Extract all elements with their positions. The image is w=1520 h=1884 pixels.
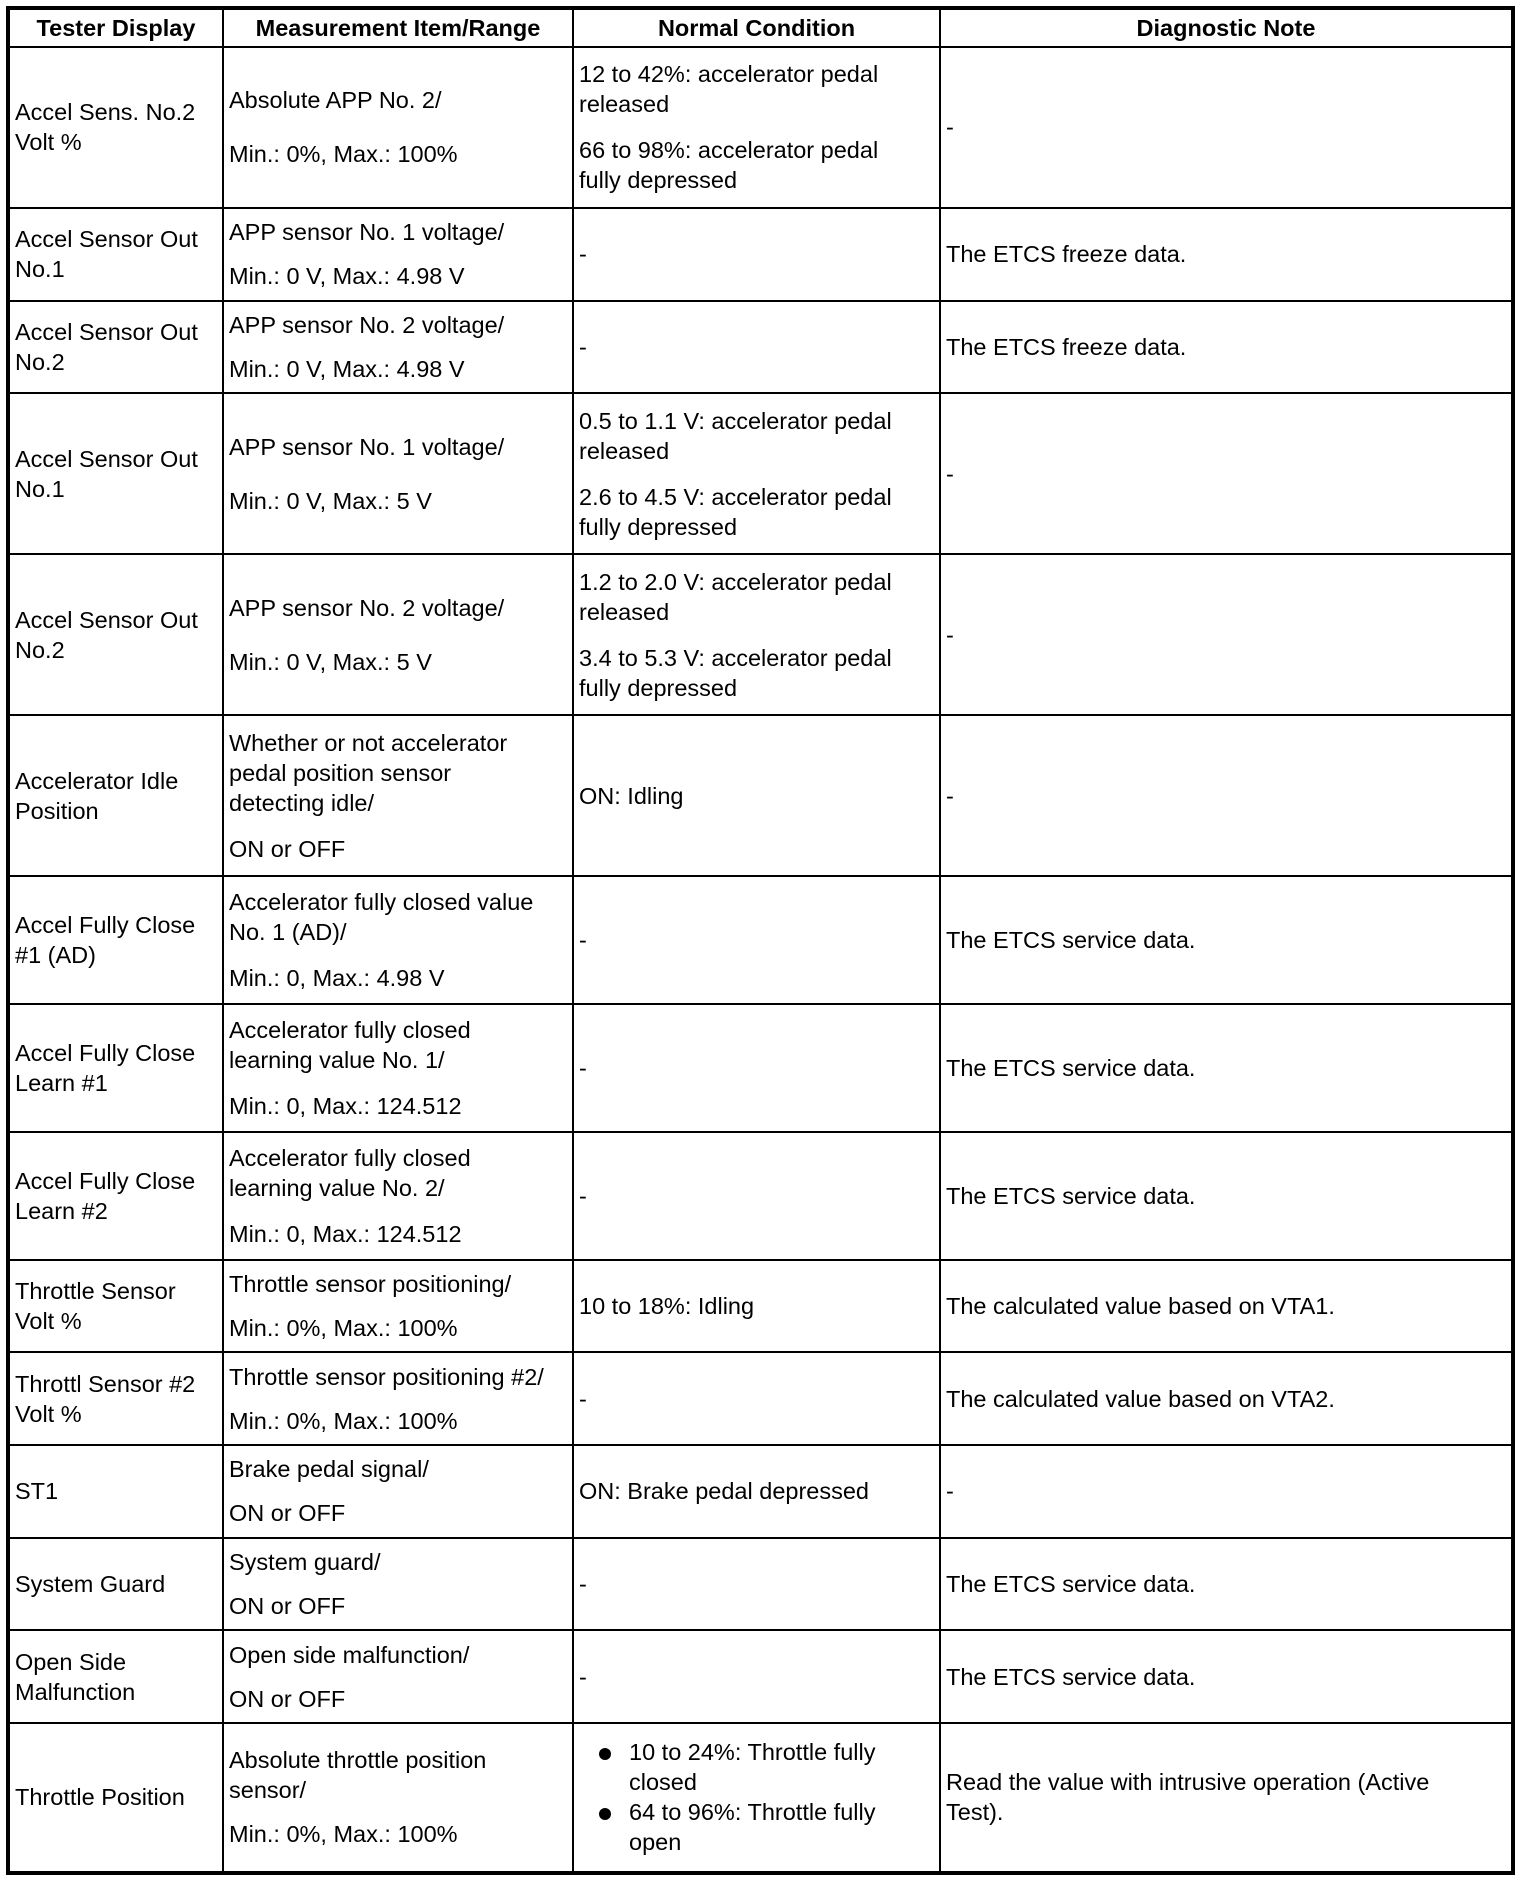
measurement-range-text: ON or OFF bbox=[229, 835, 346, 862]
tester-display-cell bbox=[8, 554, 223, 715]
tester-display-text: Accel Sensor Out No.2 bbox=[15, 606, 198, 663]
diagnostic-note-cell bbox=[940, 876, 1513, 1004]
diagnostic-note-text: The ETCS service data. bbox=[946, 1663, 1196, 1690]
measurement-range-text: Min.: 0, Max.: 4.98 V bbox=[229, 965, 445, 992]
normal-condition-text: - bbox=[579, 333, 587, 360]
tester-display-cell bbox=[8, 1445, 223, 1538]
diagnostic-note-text: The ETCS service data. bbox=[946, 1571, 1196, 1597]
measurement-item-cell bbox=[223, 1352, 573, 1445]
header-row bbox=[8, 8, 1513, 47]
normal-condition-cell bbox=[573, 876, 940, 1004]
measurement-range-text: Min.: 0, Max.: 124.512 bbox=[229, 1220, 462, 1247]
normal-condition-text: - bbox=[579, 1571, 587, 1597]
measurement-item-text: Accelerator fully closed learning value No. 2/ bbox=[229, 1144, 471, 1201]
measurement-range-text: ON or OFF bbox=[229, 1593, 346, 1619]
normal-condition-text: - bbox=[579, 241, 587, 268]
tester-display-text: Accel Sensor Out No.2 bbox=[15, 318, 198, 375]
normal-condition-cell bbox=[573, 1132, 940, 1260]
measurement-item-text: APP sensor No. 2 voltage/ bbox=[229, 594, 505, 621]
measurement-range-text: Min.: 0%, Max.: 100% bbox=[229, 141, 458, 168]
diagnostic-note-cell bbox=[940, 554, 1513, 715]
normal-condition-cell bbox=[573, 1630, 940, 1723]
table-row bbox=[8, 47, 1513, 208]
normal-condition-text: 0.5 to 1.1 V: accelerator pedal released bbox=[579, 407, 892, 464]
measurement-range-text: Min.: 0 V, Max.: 4.98 V bbox=[229, 355, 465, 382]
tester-display-text: Accel Sensor Out No.1 bbox=[15, 445, 198, 502]
diagnostic-note-text: The ETCS service data. bbox=[946, 927, 1196, 954]
normal-condition-text: - bbox=[579, 1182, 587, 1209]
header-tester-display: Tester Display bbox=[8, 8, 223, 47]
normal-condition-cell bbox=[573, 1260, 940, 1353]
measurement-range-text: ON or OFF bbox=[229, 1500, 346, 1527]
diagnostic-note-cell bbox=[940, 1352, 1513, 1445]
table-row bbox=[8, 554, 1513, 715]
tester-display-cell bbox=[8, 1723, 223, 1873]
tester-display-cell bbox=[8, 1630, 223, 1723]
diagnostic-note-text: The ETCS freeze data. bbox=[946, 241, 1187, 268]
measurement-range-text: Min.: 0%, Max.: 100% bbox=[229, 1821, 458, 1848]
table-row bbox=[8, 1260, 1513, 1353]
bullet-item-text: 10 to 24%: Throttle fully closed bbox=[629, 1739, 876, 1796]
normal-condition-cell bbox=[573, 301, 940, 394]
header-diagnostic-note: Diagnostic Note bbox=[940, 8, 1513, 47]
measurement-item-text: System guard/ bbox=[229, 1549, 381, 1575]
normal-condition-text: 1.2 to 2.0 V: accelerator pedal released bbox=[579, 568, 892, 625]
measurement-range-text: Min.: 0, Max.: 124.512 bbox=[229, 1093, 462, 1120]
measurement-item-text: Absolute APP No. 2/ bbox=[229, 87, 442, 114]
tester-display-cell bbox=[8, 715, 223, 876]
diagnostic-note-cell bbox=[940, 1132, 1513, 1260]
normal-condition-text: - bbox=[579, 927, 587, 954]
tester-display-cell bbox=[8, 876, 223, 1004]
measurement-item-text: Accelerator fully closed learning value No. 1/ bbox=[229, 1017, 471, 1074]
tester-display-text: Accel Fully Close Learn #1 bbox=[15, 1040, 196, 1097]
tester-display-cell bbox=[8, 1132, 223, 1260]
normal-condition-cell bbox=[573, 554, 940, 715]
tester-display-text: Accelerator Idle Position bbox=[15, 767, 179, 824]
diagnostic-note-cell bbox=[940, 1004, 1513, 1132]
tester-display-text: Throttl Sensor #2 Volt % bbox=[15, 1370, 196, 1427]
measurement-item-cell bbox=[223, 876, 573, 1004]
measurement-item-cell bbox=[223, 208, 573, 301]
table-row bbox=[8, 208, 1513, 301]
diagnostic-note-text: The ETCS service data. bbox=[946, 1055, 1196, 1082]
tester-display-text: Accel Fully Close Learn #2 bbox=[15, 1167, 196, 1224]
tester-display-cell bbox=[8, 1352, 223, 1445]
table-row bbox=[8, 393, 1513, 554]
diagnostic-note-text: - bbox=[946, 621, 954, 648]
table-row bbox=[8, 1630, 1513, 1723]
document-page bbox=[6, 6, 1511, 1875]
tester-display-text: Accel Sens. No.2 Volt % bbox=[15, 99, 196, 156]
normal-condition-bullet-list bbox=[579, 1737, 934, 1857]
normal-condition-cell bbox=[573, 47, 940, 208]
tester-display-text: Accel Sensor Out No.1 bbox=[15, 226, 198, 283]
bullet-item bbox=[599, 1797, 934, 1857]
measurement-range-text: Min.: 0%, Max.: 100% bbox=[229, 1315, 458, 1342]
measurement-item-text: Whether or not accelerator pedal position sensor detecting idle/ bbox=[229, 729, 508, 816]
normal-condition-cell bbox=[573, 715, 940, 876]
normal-condition-cell bbox=[573, 1538, 940, 1631]
normal-condition-text: 3.4 to 5.3 V: accelerator pedal fully depressed bbox=[579, 644, 892, 701]
tester-display-cell bbox=[8, 47, 223, 208]
diagnostic-note-text: The calculated value based on VTA2. bbox=[946, 1385, 1335, 1412]
normal-condition-text: - bbox=[579, 1385, 587, 1412]
measurement-item-text: Throttle sensor positioning #2/ bbox=[229, 1363, 544, 1390]
measurement-range-text: ON or OFF bbox=[229, 1685, 346, 1712]
diagnostic-note-text: Read the value with intrusive operation (Active Test). bbox=[946, 1769, 1430, 1826]
diagnostic-note-cell bbox=[940, 1630, 1513, 1723]
tester-display-cell bbox=[8, 208, 223, 301]
measurement-item-cell bbox=[223, 554, 573, 715]
normal-condition-cell bbox=[573, 393, 940, 554]
diagnostic-note-cell bbox=[940, 208, 1513, 301]
bullet-item bbox=[599, 1737, 934, 1797]
normal-condition-cell bbox=[573, 1004, 940, 1132]
measurement-range-text: Min.: 0 V, Max.: 5 V bbox=[229, 487, 432, 514]
measurement-range-text: Min.: 0 V, Max.: 5 V bbox=[229, 648, 432, 675]
measurement-item-cell bbox=[223, 1445, 573, 1538]
measurement-item-cell bbox=[223, 301, 573, 394]
diagnostic-note-text: The ETCS freeze data. bbox=[946, 333, 1187, 360]
diagnostic-note-text: The ETCS service data. bbox=[946, 1182, 1196, 1209]
measurement-item-text: APP sensor No. 2 voltage/ bbox=[229, 311, 505, 338]
table-row bbox=[8, 1538, 1513, 1631]
tester-display-cell bbox=[8, 1260, 223, 1353]
table-row bbox=[8, 1132, 1513, 1260]
tester-display-text: Accel Fully Close #1 (AD) bbox=[15, 912, 196, 969]
tester-display-text: Throttle Sensor Volt % bbox=[15, 1278, 176, 1335]
normal-condition-text: 66 to 98%: accelerator pedal fully depressed bbox=[579, 137, 879, 194]
tester-display-text: Open Side Malfunction bbox=[15, 1648, 136, 1705]
diagnostic-note-text: - bbox=[946, 1478, 954, 1505]
normal-condition-text: 12 to 42%: accelerator pedal released bbox=[579, 61, 879, 118]
tester-display-text: ST1 bbox=[15, 1478, 59, 1505]
measurement-range-text: Min.: 0 V, Max.: 4.98 V bbox=[229, 263, 465, 290]
measurement-item-text: APP sensor No. 1 voltage/ bbox=[229, 219, 505, 246]
measurement-item-text: Open side malfunction/ bbox=[229, 1641, 470, 1668]
measurement-item-text: Throttle sensor positioning/ bbox=[229, 1271, 512, 1298]
diagnostic-note-cell bbox=[940, 715, 1513, 876]
diagnostic-note-text: - bbox=[946, 460, 954, 487]
measurement-item-text: Accelerator fully closed value No. 1 (AD)/ bbox=[229, 889, 534, 946]
normal-condition-cell bbox=[573, 1723, 940, 1873]
normal-condition-text: - bbox=[579, 1055, 587, 1082]
diagnostic-note-cell bbox=[940, 1445, 1513, 1538]
table-row bbox=[8, 1004, 1513, 1132]
header-measurement-item: Measurement Item/Range bbox=[223, 8, 573, 47]
diagnostic-note-cell bbox=[940, 1260, 1513, 1353]
measurement-item-cell bbox=[223, 1260, 573, 1353]
measurement-item-cell bbox=[223, 47, 573, 208]
diagnostic-note-cell bbox=[940, 393, 1513, 554]
normal-condition-text: ON: Idling bbox=[579, 782, 684, 809]
measurement-item-cell bbox=[223, 1538, 573, 1631]
tester-display-cell bbox=[8, 1538, 223, 1631]
tester-display-cell bbox=[8, 1004, 223, 1132]
measurement-item-text: Absolute throttle position sensor/ bbox=[229, 1747, 487, 1804]
header-normal-condition: Normal Condition bbox=[573, 8, 940, 47]
diagnostic-note-cell bbox=[940, 47, 1513, 208]
measurement-item-cell bbox=[223, 1132, 573, 1260]
table-row bbox=[8, 876, 1513, 1004]
table-row bbox=[8, 715, 1513, 876]
normal-condition-text: - bbox=[579, 1663, 587, 1690]
diagnostic-note-cell bbox=[940, 1538, 1513, 1631]
measurement-item-cell bbox=[223, 1723, 573, 1873]
measurement-item-text: APP sensor No. 1 voltage/ bbox=[229, 433, 505, 460]
diagnostic-note-text: - bbox=[946, 114, 954, 141]
measurement-item-cell bbox=[223, 393, 573, 554]
diagnostic-note-cell bbox=[940, 301, 1513, 394]
table-row bbox=[8, 1352, 1513, 1445]
normal-condition-text: ON: Brake pedal depressed bbox=[579, 1478, 869, 1505]
measurement-item-text: Brake pedal signal/ bbox=[229, 1456, 429, 1483]
diagnostic-note-text: The calculated value based on VTA1. bbox=[946, 1293, 1335, 1320]
tester-display-text: Throttle Position bbox=[15, 1784, 185, 1811]
normal-condition-cell bbox=[573, 1445, 940, 1538]
tester-display-text: System Guard bbox=[15, 1571, 166, 1597]
normal-condition-text: 10 to 18%: Idling bbox=[579, 1293, 755, 1320]
measurement-item-cell bbox=[223, 1004, 573, 1132]
table-row bbox=[8, 301, 1513, 394]
data-list-table bbox=[6, 6, 1515, 1875]
measurement-range-text: Min.: 0%, Max.: 100% bbox=[229, 1407, 458, 1434]
table-row bbox=[8, 1445, 1513, 1538]
diagnostic-note-text: - bbox=[946, 782, 954, 809]
normal-condition-text: 2.6 to 4.5 V: accelerator pedal fully depressed bbox=[579, 483, 892, 540]
tester-display-cell bbox=[8, 393, 223, 554]
normal-condition-cell bbox=[573, 208, 940, 301]
tester-display-cell bbox=[8, 301, 223, 394]
normal-condition-cell bbox=[573, 1352, 940, 1445]
table-row bbox=[8, 1723, 1513, 1873]
measurement-item-cell bbox=[223, 715, 573, 876]
measurement-item-cell bbox=[223, 1630, 573, 1723]
diagnostic-note-cell bbox=[940, 1723, 1513, 1873]
bullet-item-text: 64 to 96%: Throttle fully open bbox=[629, 1799, 876, 1856]
